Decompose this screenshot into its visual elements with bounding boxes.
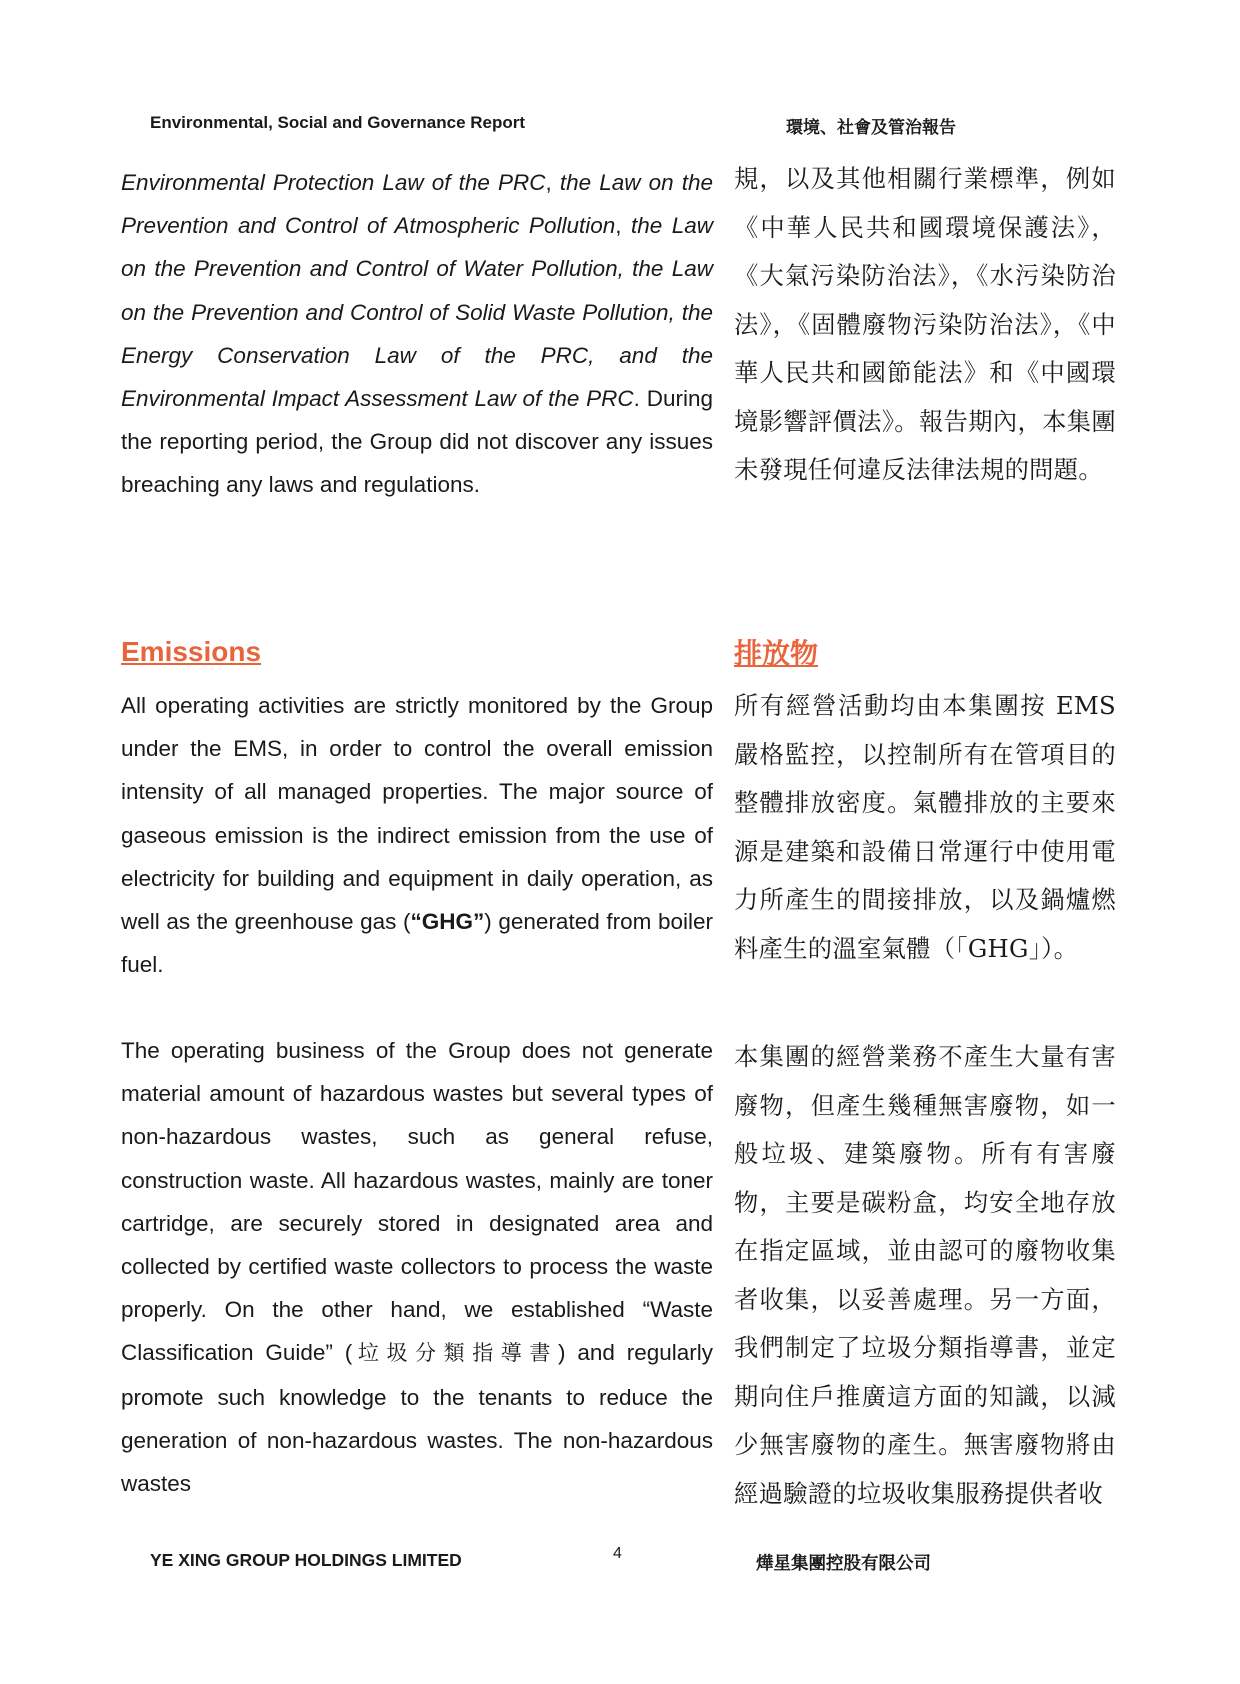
report-header-zh: 環境、社會及管治報告 [786, 118, 956, 138]
law-name: Environmental Protection Law of the PRC [121, 170, 546, 195]
report-header-en: Environmental, Social and Governance Report [150, 113, 526, 132]
emissions-text-2-en [121, 1029, 713, 1505]
emissions-paragraph-1-zh [734, 682, 1116, 973]
text-run: , [545, 170, 560, 195]
emissions-paragraph-2-en [121, 1029, 713, 1505]
emissions-heading-zh: 排放物 [734, 637, 819, 670]
text-run: All operating activities are strictly monitored by the Group under the EMS, in order to control the overall emission intensity of all managed properties. The major source of gaseous emission is the indirect emission from the use of electricity for building and equipment in daily operation, as well as the greenhouse gas ( [121, 693, 713, 935]
footer-company-en: YE XING GROUP HOLDINGS LIMITED [150, 1550, 462, 1570]
intro-paragraph-en [121, 161, 713, 507]
intro-text-zh: 規，以及其他相關行業標準，例如《中華人民共和國環境保護法》，《大氣污染防治法》，《水污染防治法》，《固體廢物污染防治法》，《中華人民共和國節能法》和《中國環境影響評價法》。報告期內，本集團未發現任何違反法律法規的問題。 [734, 164, 1116, 484]
text-run: . During the reporting period, the Group did not discover any issues breaching any laws and regulations. [121, 386, 713, 498]
guide-name-zh: 垃圾分類指導書 [352, 1341, 558, 1366]
emissions-text-2-zh: 本集團的經營業務不產生大量有害廢物，但產生幾種無害廢物，如一般垃圾、建築廢物。所有有害廢物，主要是碳粉盒，均安全地存放在指定區域，並由認可的廢物收集者收集，以妥善處理。另一方面，我們制定了垃圾分類指導書，並定期向住戶推廣這方面的知識，以減少無害廢物的產生。無害廢物將由經過驗證的垃圾收集服務提供者收 [734, 1042, 1116, 1508]
text-run: , [615, 213, 631, 239]
law-name: the Law on the Prevention and Control of Water Pollution, the Law on the Prevention and Control of Solid Waste Pollution, the Energy Conservation Law of the PRC, and the Environmental Impact Assessment Law of the PRC [121, 213, 713, 412]
ghg-term: “GHG” [410, 909, 485, 935]
page-number: 4 [613, 1545, 622, 1562]
law-name: the Law on the Prevention and Control of Atmospheric Pollution [121, 170, 713, 239]
text-run: ) generated from boiler fuel. [121, 909, 713, 978]
intro-text-en [121, 161, 713, 507]
intro-paragraph-zh [734, 155, 1116, 495]
emissions-paragraph-2-zh [734, 1033, 1116, 1518]
footer-company-zh: 燁星集團控股有限公司 [756, 1554, 931, 1574]
emissions-heading-en: Emissions [121, 636, 262, 667]
text-run: ) and regularly promote such knowledge to the tenants to reduce the generation of non-hazardous wastes. The non-hazardous wastes [121, 1340, 714, 1497]
text-run: The operating business of the Group does not generate material amount of hazardous wastes but several types of non-hazardous wastes, such as general refuse, construction waste. All hazardous wastes, mainly are toner cartridge, are securely stored in designated area and collected by certified waste collectors to process the waste properly. On the other hand, we established “Waste Classification Guide” ( [121, 1038, 713, 1366]
emissions-paragraph-1-en [121, 684, 713, 986]
emissions-text-1-zh: 所有經營活動均由本集團按 EMS 嚴格監控，以控制所有在管項目的整體排放密度。氣體排放的主要來源是建築和設備日常運行中使用電力所產生的間接排放，以及鍋爐燃料產生的溫室氣體（「GHG」）。 [734, 691, 1116, 963]
emissions-text-1-en [121, 684, 713, 986]
